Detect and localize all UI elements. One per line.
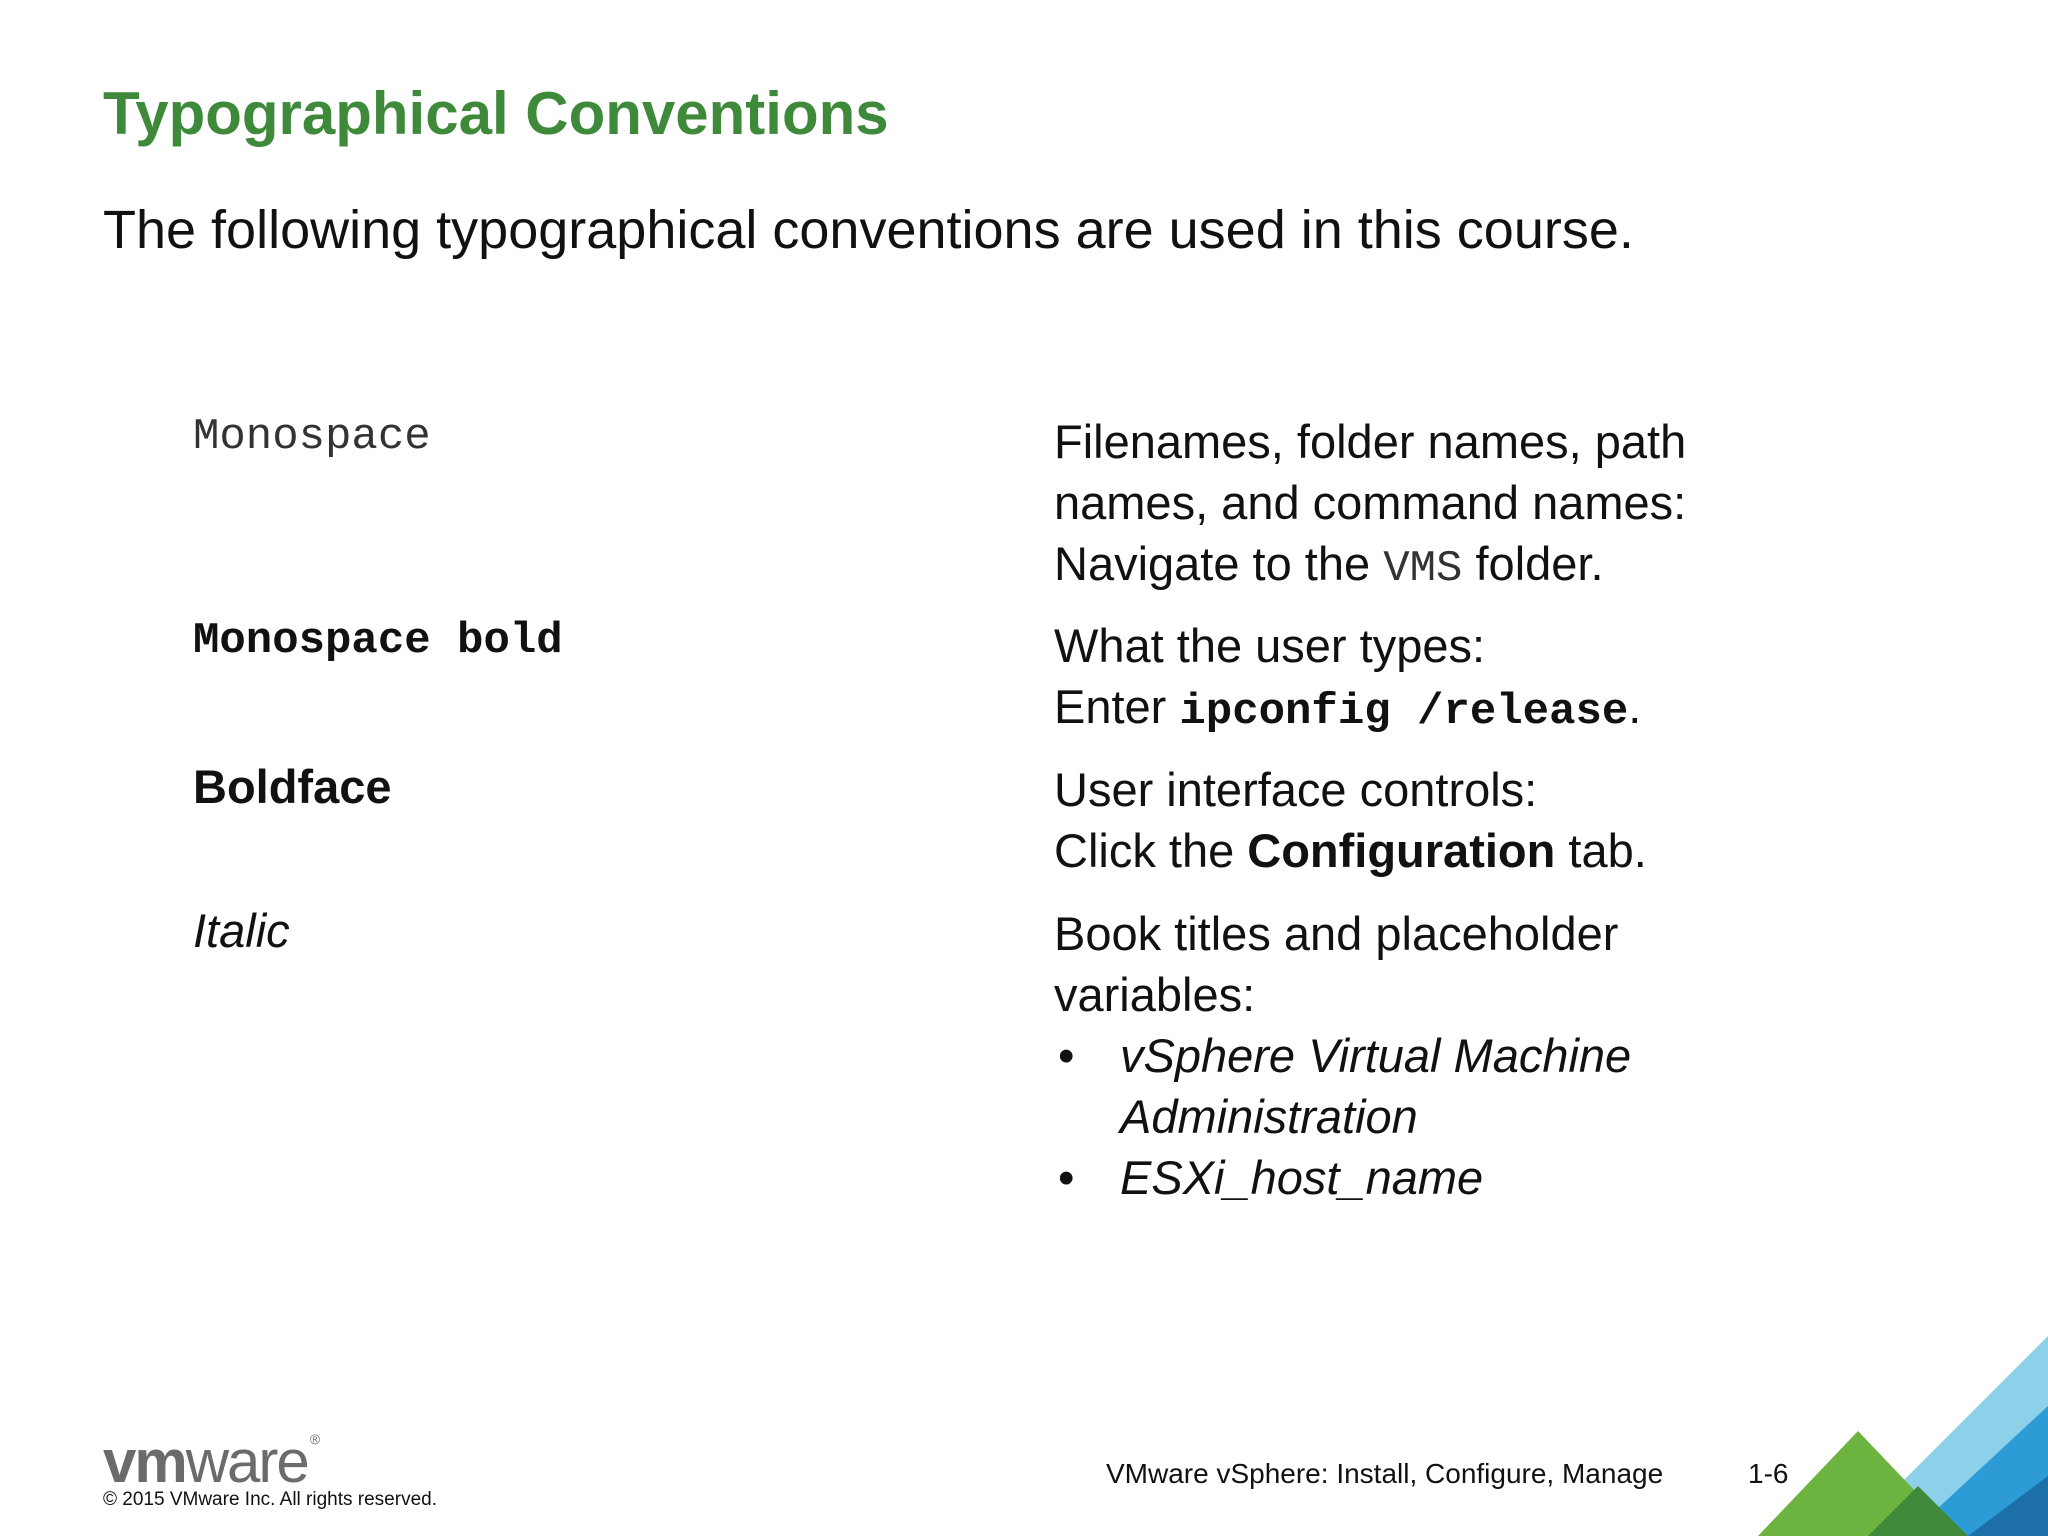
desc-text: Click the bbox=[1054, 824, 1248, 877]
desc-text: Navigate to the bbox=[1054, 537, 1384, 590]
logo-ware: ware bbox=[185, 1428, 308, 1495]
bullet-icon: • bbox=[1058, 1029, 1075, 1082]
desc-text: tab. bbox=[1555, 824, 1647, 877]
desc-line bbox=[1054, 676, 1854, 743]
desc-line: What the user types: bbox=[1054, 619, 1486, 672]
term-italic: Italic bbox=[193, 904, 290, 957]
desc-line: Book titles and placeholder bbox=[1054, 907, 1619, 960]
folder-name-example: VMS bbox=[1383, 544, 1463, 594]
desc-line: Filenames, folder names, path bbox=[1054, 415, 1687, 468]
desc-text: Enter bbox=[1054, 680, 1180, 733]
page-number: 1-6 bbox=[1748, 1458, 1789, 1489]
desc-text: folder. bbox=[1462, 537, 1604, 590]
corner-decoration-icon bbox=[1668, 1336, 2048, 1536]
list-item bbox=[1054, 1025, 1854, 1147]
desc-italic bbox=[1054, 903, 1854, 1208]
term-boldface: Boldface bbox=[193, 760, 392, 813]
desc-line: variables: bbox=[1054, 968, 1256, 1021]
ui-control-example: Configuration bbox=[1247, 824, 1556, 877]
logo-vm: vm bbox=[103, 1428, 186, 1495]
desc-line: User interface controls: bbox=[1054, 763, 1538, 816]
bullet-list bbox=[1054, 1025, 1854, 1208]
slide-title: Typographical Conventions bbox=[103, 80, 889, 147]
placeholder-variable: ESXi_host_name bbox=[1120, 1151, 1484, 1204]
desc-boldface bbox=[1054, 759, 1854, 881]
vmware-logo bbox=[103, 1428, 321, 1495]
desc-text: . bbox=[1628, 680, 1642, 733]
term-monospace: Monospace bbox=[193, 412, 431, 462]
desc-line: names, and command names: bbox=[1054, 476, 1687, 529]
logo-registered-mark: ® bbox=[309, 1431, 321, 1447]
list-item bbox=[1054, 1147, 1854, 1208]
book-title-line: Administration bbox=[1120, 1090, 1418, 1143]
command-example: ipconfig /release bbox=[1179, 687, 1629, 737]
desc-line bbox=[1054, 533, 1854, 600]
course-name: VMware vSphere: Install, Configure, Manage bbox=[1106, 1458, 1664, 1489]
bullet-icon: • bbox=[1058, 1151, 1075, 1204]
desc-monospace-bold bbox=[1054, 615, 1854, 743]
copyright-notice: © 2015 VMware Inc. All rights reserved. bbox=[103, 1489, 437, 1510]
desc-line bbox=[1054, 820, 1854, 881]
desc-monospace bbox=[1054, 411, 1854, 600]
term-monospace-bold: Monospace bold bbox=[193, 616, 563, 666]
intro-text: The following typographical conventions are used in this course. bbox=[103, 200, 1634, 260]
book-title-line: vSphere Virtual Machine bbox=[1120, 1029, 1632, 1082]
